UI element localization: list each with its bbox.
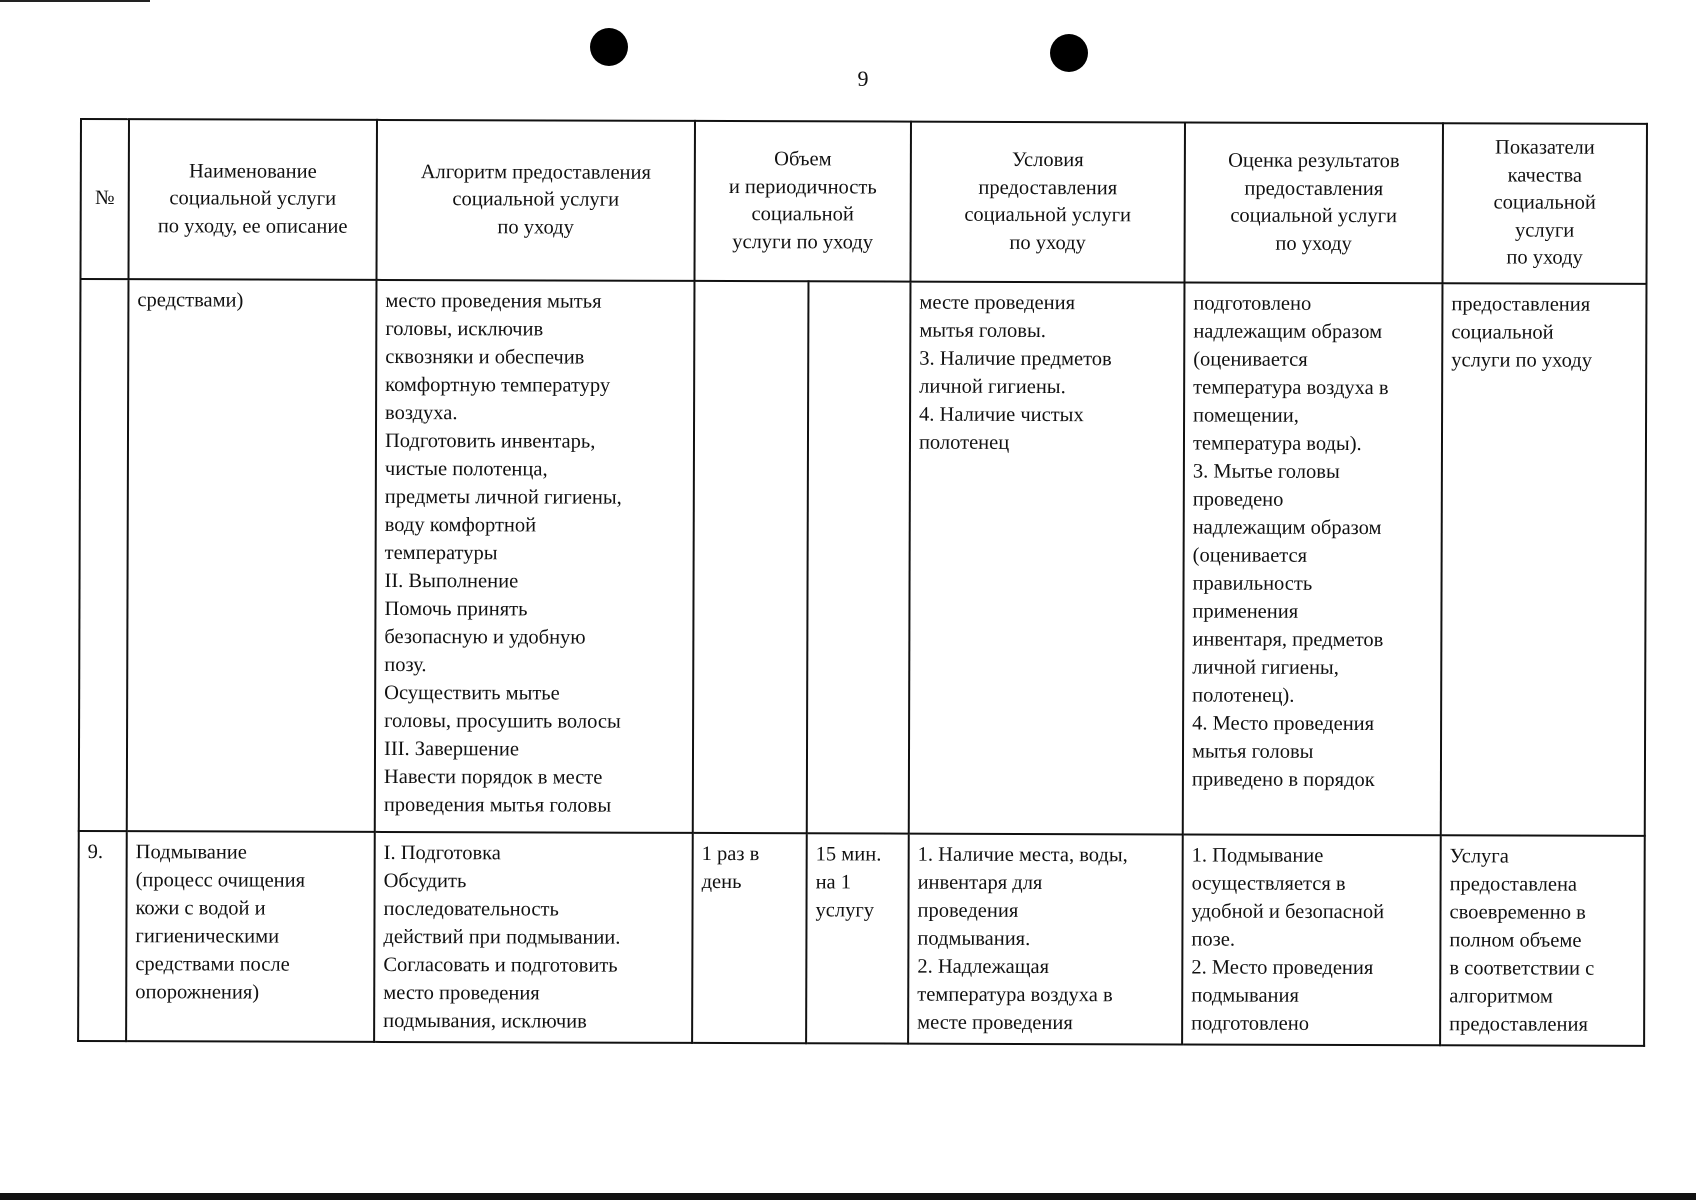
cell-algorithm: место проведения мытья головы, исключив сквозняки и обеспечив комфортную температуру воздуха. Подготовить инвентарь, чистые полотенца, предметы личной гигиены, воду комфортной температуры II. Выполнение Помочь принять безопасную и удобную позу. Осуществить мытье головы, просушить волосы III. Завершение Навести порядок в месте проведения мытья головы	[375, 280, 695, 833]
services-table	[77, 118, 1648, 1047]
cell-frequency	[693, 281, 809, 833]
cell-quality: предоставления социальной услуги по уходу	[1441, 283, 1647, 836]
scan-edge-bottom	[0, 1193, 1696, 1200]
cell-algorithm: I. Подготовка Обсудить последовательность действий при подмывании. Согласовать и подготовить место проведения подмывания, исключив	[374, 832, 693, 1043]
header-no: №	[80, 119, 129, 279]
cell-conditions: 1. Наличие места, воды, инвентаря для проведения подмывания. 2. Надлежащая температура воздуха в месте проведения	[908, 834, 1183, 1045]
cell-name: Подмывание (процесс очищения кожи с водой и гигиеническими средствами после опорожнения)	[126, 831, 375, 1042]
cell-name: средствами)	[127, 279, 377, 832]
cell-duration: 15 мин. на 1 услугу	[806, 833, 909, 1043]
table-row	[78, 831, 1645, 1046]
cell-frequency: 1 раз в день	[692, 833, 807, 1043]
punch-hole-right	[1050, 34, 1088, 72]
cell-no	[79, 279, 129, 831]
cell-evaluation: 1. Подмывание осуществляется в удобной и безопасной позе. 2. Место проведения подмывания подготовлено	[1182, 834, 1441, 1045]
header-quality: Показатели качества социальной услуги по уходу	[1442, 123, 1647, 284]
cell-duration	[807, 281, 911, 833]
cell-no: 9.	[78, 831, 127, 1041]
header-conditions: Условия предоставления социальной услуги по уходу	[910, 122, 1185, 283]
cell-quality: Услуга предоставлена своевременно в полном объеме в соответствии с алгоритмом предоставления	[1440, 835, 1645, 1046]
header-volume: Объем и периодичность социальной услуги по уходу	[694, 121, 911, 282]
header-algorithm: Алгоритм предоставления социальной услуги по уходу	[376, 120, 695, 281]
scan-edge-top	[0, 0, 150, 2]
cell-conditions: месте проведения мытья головы. 3. Наличие предметов личной гигиены. 4. Наличие чистых полотенец	[909, 282, 1185, 835]
cell-evaluation: подготовлено надлежащим образом (оценивается температура воздуха в помещении, температура воды). 3. Мытье головы проведено надлежащим образом (оценивается правильность применения инвентаря, предметов личной гигиены, полотенец). 4. Место проведения мытья головы приведено в порядок	[1183, 282, 1443, 835]
header-evaluation: Оценка результатов предоставления социальной услуги по уходу	[1184, 122, 1443, 283]
header-name: Наименование социальной услуги по уходу, ее описание	[128, 119, 377, 280]
table-row	[79, 279, 1647, 836]
punch-hole-left	[590, 28, 628, 66]
page-number: 9	[857, 66, 869, 91]
table-header-row	[80, 119, 1646, 284]
